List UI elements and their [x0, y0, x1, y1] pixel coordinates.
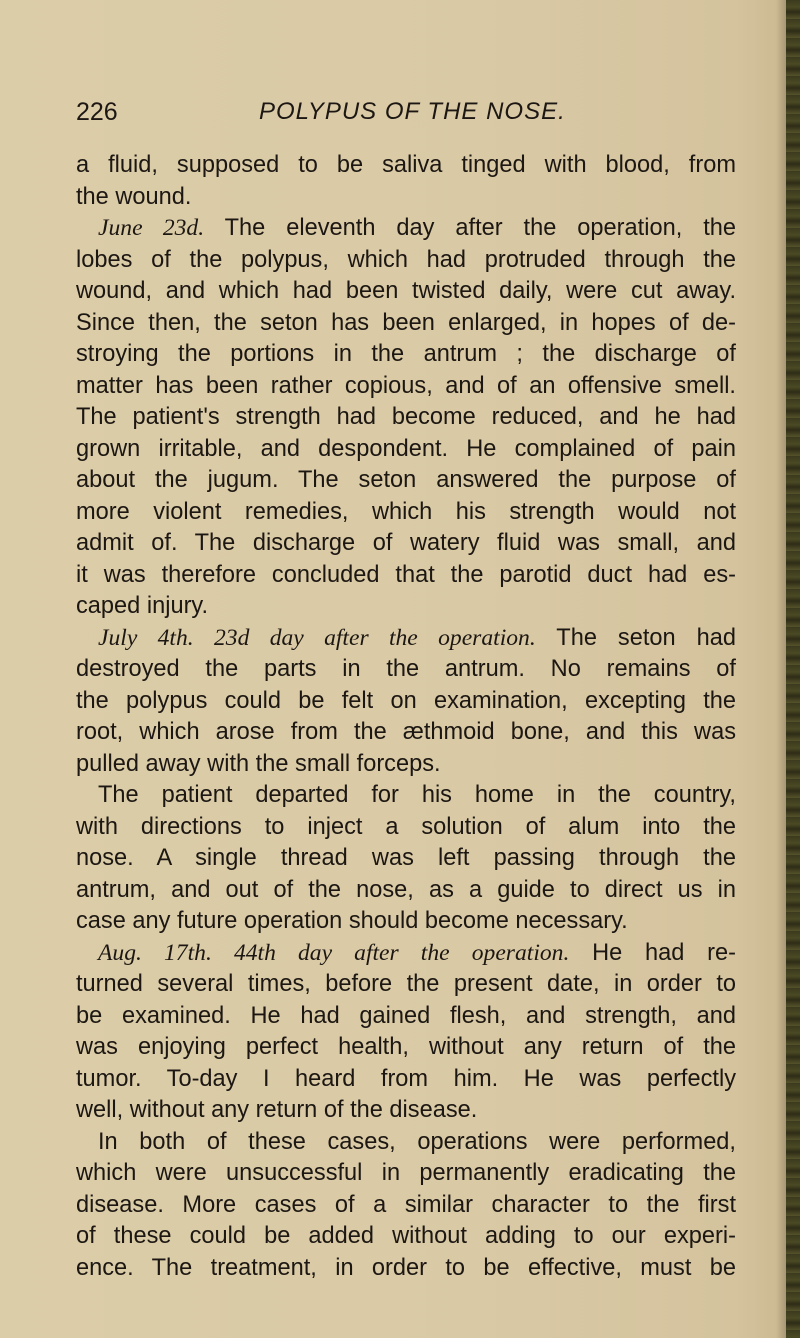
text-line: [76, 780, 736, 812]
text-line: [76, 371, 736, 403]
italic-text-segment: June 23d.: [98, 215, 205, 241]
text-line: [76, 1001, 736, 1033]
text-segment: disease. More cases of a similar character to the first: [76, 1191, 736, 1218]
text-segment: ence. The treatment, in order to be effective, must be: [76, 1254, 736, 1281]
text-line: [76, 308, 736, 340]
text-line: [76, 717, 736, 749]
text-segment: was enjoying perfect health, without any return of the: [76, 1034, 736, 1060]
text-segment: turned several times, before the present date, in order to: [76, 971, 736, 997]
italic-text-segment: Aug. 17th. 44th day after the operation.: [98, 939, 570, 966]
text-line: [76, 339, 736, 371]
page-number: 226: [76, 98, 118, 126]
text-line: [76, 150, 736, 182]
text-segment: Since then, the seton has been enlarged, in hopes of de-: [76, 309, 736, 336]
text-segment: admit of. The discharge of watery fluid was small, and: [76, 530, 736, 556]
text-segment: with directions to inject a solution of alum into the: [76, 813, 736, 840]
text-segment: which were unsuccessful in permanently eradicating the: [76, 1160, 736, 1186]
text-line: [76, 591, 736, 623]
text-line: [76, 465, 736, 497]
body-text: [76, 150, 736, 1284]
text-segment: lobes of the polypus, which had protruded through the: [76, 246, 736, 273]
text-segment: The seton had: [535, 624, 736, 651]
text-segment: tumor. To-day I heard from him. He was perfectly: [76, 1065, 736, 1092]
text-line: [76, 402, 736, 434]
text-segment: of these could be added without adding to our experi-: [76, 1223, 736, 1249]
text-segment: matter has been rather copious, and of an offensive smell.: [76, 372, 736, 399]
text-segment: In both of these cases, operations were performed,: [98, 1128, 736, 1155]
text-line: [76, 969, 736, 1001]
text-segment: it was therefore concluded that the parotid duct had es-: [76, 561, 736, 588]
text-line: [76, 906, 736, 938]
text-segment: the wound.: [76, 183, 192, 210]
text-segment: well, without any return of the disease.: [76, 1097, 478, 1123]
text-segment: caped injury.: [76, 593, 209, 619]
text-line: [76, 497, 736, 529]
text-segment: be examined. He had gained flesh, and strength, and: [76, 1002, 736, 1029]
text-line: [76, 1190, 736, 1222]
text-line: [76, 182, 736, 214]
text-line: [76, 213, 736, 245]
text-segment: a fluid, supposed to be saliva tinged with blood, from: [76, 152, 736, 178]
text-segment: more violent remedies, which his strength would not: [76, 498, 736, 525]
text-line: [76, 812, 736, 844]
text-segment: antrum, and out of the nose, as a guide to direct us in: [76, 876, 736, 903]
text-segment: stroying the portions in the antrum ; the discharge of: [76, 341, 736, 367]
text-segment: about the jugum. The seton answered the purpose of: [76, 467, 736, 493]
text-segment: The patient's strength had become reduced, and he had: [76, 404, 736, 430]
text-line: [76, 560, 736, 592]
page-header: [76, 98, 736, 138]
text-segment: He had re-: [569, 939, 736, 966]
text-line: [76, 1064, 736, 1096]
text-line: [76, 1127, 736, 1159]
text-segment: case any future operation should become necessary.: [76, 908, 628, 934]
text-line: [76, 245, 736, 277]
text-line: [76, 686, 736, 718]
text-line: [76, 434, 736, 466]
running-head: POLYPUS OF THE NOSE.: [259, 98, 566, 125]
text-line: [76, 1158, 736, 1190]
text-segment: the polypus could be felt on examination, excepting the: [76, 687, 736, 714]
text-line: [76, 1032, 736, 1064]
text-segment: The patient departed for his home in the country,: [98, 782, 736, 808]
text-line: [76, 1253, 736, 1285]
text-segment: nose. A single thread was left passing through the: [76, 845, 736, 871]
text-line: [76, 654, 736, 686]
text-line: [76, 749, 736, 781]
text-line: [76, 276, 736, 308]
text-segment: The eleventh day after the operation, the: [204, 215, 736, 241]
text-line: [76, 623, 736, 655]
text-line: [76, 843, 736, 875]
text-line: [76, 1221, 736, 1253]
book-binding-edge: [786, 0, 800, 1338]
text-line: [76, 1095, 736, 1127]
text-segment: grown irritable, and despondent. He complained of pain: [76, 435, 736, 462]
page-edge-shadow: [776, 0, 786, 1338]
italic-text-segment: July 4th. 23d day after the operation.: [98, 624, 536, 651]
text-segment: root, which arose from the æthmoid bone, and this was: [76, 719, 736, 745]
text-line: [76, 875, 736, 907]
text-segment: wound, and which had been twisted daily, were cut away.: [76, 278, 736, 304]
text-segment: pulled away with the small forceps.: [76, 750, 441, 777]
text-line: [76, 528, 736, 560]
text-segment: destroyed the parts in the antrum. No remains of: [76, 656, 736, 682]
text-line: [76, 938, 736, 970]
